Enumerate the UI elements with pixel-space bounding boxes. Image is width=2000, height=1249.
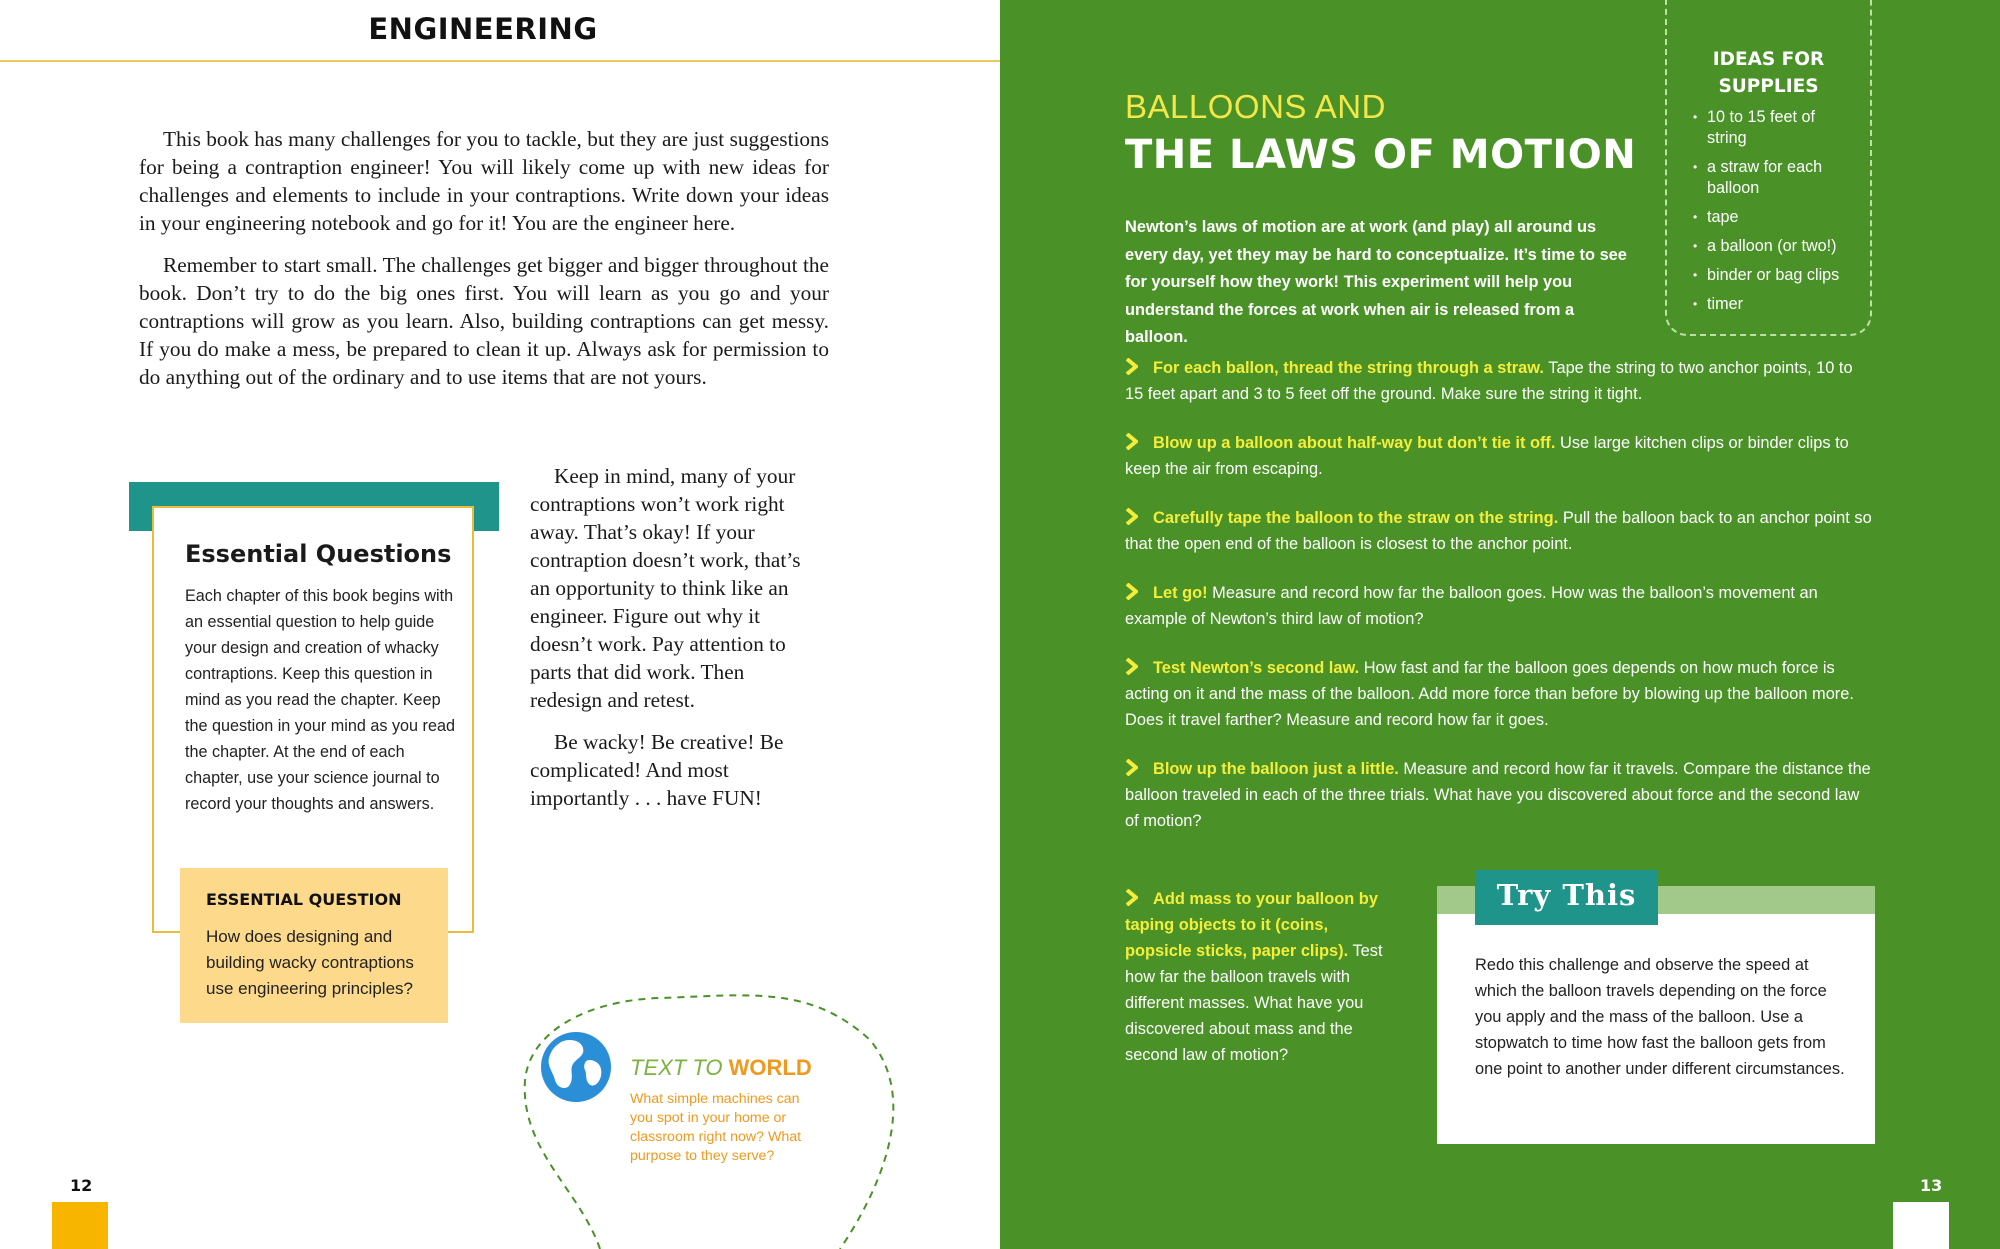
step-lead: For each ballon, thread the string through a straw. (1153, 359, 1544, 377)
essential-question-title: ESSENTIAL QUESTION (206, 890, 402, 909)
chevron-right-icon (1125, 433, 1138, 450)
chevron-right-icon (1125, 508, 1138, 525)
steps-list (1125, 355, 1875, 857)
supplies-box (1665, 0, 1872, 336)
page-number-right: 13 (1920, 1176, 1943, 1195)
essential-question-callout (180, 868, 448, 1023)
page-number-left: 12 (70, 1176, 93, 1195)
page-header: ENGINEERING (368, 12, 598, 46)
text-to-world-suffix: WORLD (728, 1055, 812, 1080)
step-text: Measure and record how far it travels. Compare the distance the balloon traveled in each of the three trials. What have you discovered about force and the second law of motion? (1125, 760, 1871, 830)
step-item (1125, 886, 1390, 1068)
chevron-right-icon (1125, 658, 1138, 675)
globe-icon (539, 1030, 613, 1104)
step-text: Measure and record how far the balloon goes. How was the balloon’s movement an example of Newton’s third law of motion? (1125, 584, 1818, 628)
try-this-text: Redo this challenge and observe the speed at which the balloon travels depending on the force you apply and the mass of the balloon. Use a stopwatch to time how fast the balloon gets from one point to another under different circumstances. (1475, 956, 1845, 1078)
step-lead: Blow up a balloon about half-way but don’t tie it off. (1153, 434, 1556, 452)
text-to-world-text: What simple machines can you spot in your home or classroom right now? What purpose to they serve? (630, 1091, 802, 1164)
supplies-title: IDEAS FOR SUPPLIES (1712, 49, 1825, 97)
step-lead: Test Newton’s second law. (1153, 659, 1360, 677)
page-tab-left (52, 1202, 108, 1249)
column-paragraph-1: Keep in mind, many of your contraptions won’t work right away. That’s okay! If your contraption doesn’t work, that’s an opportunity to think like an engineer. Figure out why it doesn’t work. Pay attention to parts that did work. Then redesign and retest. (530, 464, 801, 712)
step-lead: Let go! (1153, 584, 1208, 602)
text-to-world-title (630, 1055, 812, 1081)
essential-questions-body: Each chapter of this book begins with an essential question to help guide your design and creation of whacky contraptions. Keep this question in mind as you read the chapter. Keep the question in your mind as you read the chapter. At the end of each chapter, use your science journal to record your thoughts and answers. (185, 587, 455, 813)
step-item (1125, 505, 1875, 557)
step-item (1125, 756, 1875, 834)
chevron-right-icon (1125, 358, 1138, 375)
step-lead: Blow up the balloon just a little. (1153, 760, 1399, 778)
column-paragraph-2: Be wacky! Be creative! Be complicated! And most importantly . . . have FUN! (530, 730, 784, 810)
step-text: Pull the balloon back to an anchor point so that the open end of the balloon is closest to the anchor point. (1125, 509, 1872, 553)
step-text: Tape the string to two anchor points, 10 to 15 feet apart and 3 to 5 feet off the ground. Make sure the string it tight. (1125, 359, 1853, 403)
page-tab-right (1893, 1202, 1949, 1249)
step-lead: Carefully tape the balloon to the straw on the string. (1153, 509, 1559, 527)
step-text: How fast and far the balloon goes depends on how much force is acting on it and the mass of the balloon. Add more force than before by blowing up the balloon more. Does it travel farther? Measure and record how far it goes. (1125, 659, 1854, 729)
essential-questions-title: Essential Questions (185, 540, 452, 568)
section-kicker: BALLOONS AND (1125, 88, 1386, 125)
step-text: Use large kitchen clips or binder clips to keep the air from escaping. (1125, 434, 1849, 478)
intro-paragraph-2: Remember to start small. The challenges get bigger and bigger throughout the book. Don’t try to do the big ones first. You will learn as you go and your contraptions will grow as you learn. Also, building contraptions can get messy. If you do make a mess, be prepared to clean it up. Always ask for permission to do anything out of the ordinary and to use items that are not yours. (139, 253, 829, 389)
chevron-right-icon (1125, 759, 1138, 776)
step-item (1125, 430, 1875, 482)
step-text: Test how far the balloon travels with different masses. What have you discovered about mass and the second law of motion? (1125, 942, 1383, 1064)
intro-text (139, 125, 829, 405)
supply-item: • a straw for each balloon (1693, 157, 1858, 199)
try-this-title: Try This (1496, 878, 1637, 912)
step-item (1125, 655, 1875, 733)
chevron-right-icon (1125, 583, 1138, 600)
header-rule (0, 60, 1000, 62)
supply-item: • tape (1693, 207, 1858, 228)
supply-item: • a balloon (or two!) (1693, 236, 1858, 257)
supply-item: • 10 to 15 feet of string (1693, 107, 1858, 149)
section-title: THE LAWS OF MOTION (1125, 132, 1637, 178)
supply-item: • binder or bag clips (1693, 265, 1858, 286)
right-page (1000, 0, 2000, 1249)
step-lead: Add mass to your balloon by taping objects to it (coins, popsicle sticks, paper clips). (1125, 890, 1378, 960)
try-this-tab (1475, 870, 1658, 925)
step-item (1125, 580, 1875, 632)
lead-paragraph: Newton’s laws of motion are at work (and play) all around us every day, yet they may be hard to conceptualize. It’s time to see for yourself how they work! This experiment will help you understand the forces at work when air is released from a balloon. (1125, 218, 1627, 346)
step-item (1125, 355, 1875, 407)
essential-question-text: How does designing and building wacky contraptions use engineering principles? (206, 927, 414, 998)
supply-item: • timer (1693, 294, 1858, 315)
intro-paragraph-1: This book has many challenges for you to tackle, but they are just suggestions for being a contraption engineer! You will likely come up with new ideas for challenges and elements to include in your contraptions. Write down your ideas in your engineering notebook and go for it! You are the engineer here. (139, 127, 829, 235)
chevron-right-icon (1125, 889, 1138, 906)
column-text (530, 462, 820, 826)
text-to-world-prefix: TEXT TO (630, 1055, 723, 1080)
supplies-list (1693, 107, 1858, 323)
